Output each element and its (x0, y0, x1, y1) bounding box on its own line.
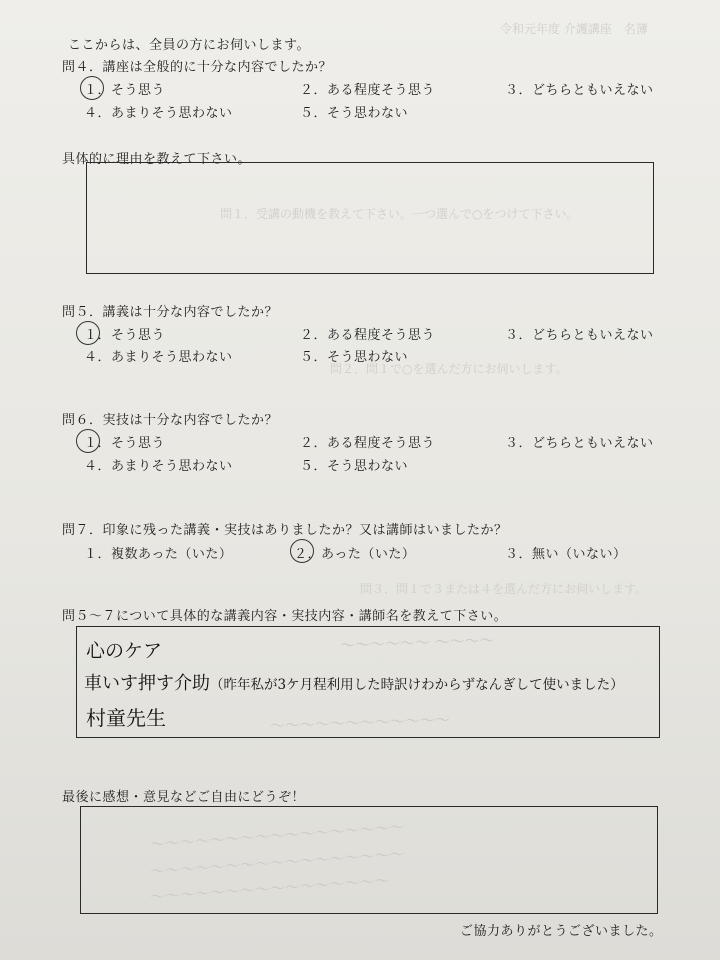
q6-option-4[interactable]: ４．あまりそう思わない (84, 459, 233, 474)
q7-option-2[interactable]: ２．あった（いた） (294, 547, 416, 562)
bleed-through-text-2: 問２．問１で○を選んだ方にお伺いします。 (330, 362, 568, 376)
thanks-text: ご協力ありがとうございました。 (460, 924, 663, 939)
bleed-through-handwriting-3: ～～～～～～～～～～～～～～～～～ (149, 818, 406, 854)
q5-question: 問５．講義は十分な内容でしたか？ (62, 305, 279, 320)
q6-option-3[interactable]: ３．どちらともいえない (505, 436, 654, 451)
q5-option-4[interactable]: ４．あまりそう思わない (84, 350, 233, 365)
q6-option-5[interactable]: ５．そう思わない (300, 459, 409, 474)
bleed-through-text-3: 問３．問１で３または４を選んだ方にお伺いします。 (360, 582, 648, 596)
q4-option-3[interactable]: ３．どちらともいえない (505, 83, 654, 98)
q6-option-2[interactable]: ２．ある程度そう思う (300, 436, 436, 451)
q7-question: 問７．印象に残った講義・実技はありましたか？又は講師はいましたか？ (62, 523, 508, 538)
q4-question: 問４．講座は全般的に十分な内容でしたか？ (62, 60, 333, 75)
q4-option-2[interactable]: ２．ある程度そう思う (300, 83, 436, 98)
detail-handwritten-line-1: 心のケア (86, 640, 163, 662)
q5-option-1[interactable]: １．そう思う (84, 328, 166, 343)
bleed-through-handwriting: ～～～～～～ ～～～～ (339, 631, 496, 655)
detail-handwritten-paren: （昨年私が3ケ月程利用した時訳けわからずなんぎして使いました） (210, 677, 624, 693)
detail-handwritten-main: 車いす押す介助 (84, 673, 210, 694)
q6-question: 問６．実技は十分な内容でしたか？ (62, 413, 279, 428)
bleed-through-header: 令和元年度 介護講座 名簿 (500, 22, 648, 36)
q6-option-1[interactable]: １．そう思う (84, 436, 166, 451)
q5-option-5[interactable]: ５．そう思わない (300, 350, 409, 365)
final-label: 最後に感想・意見などご自由にどうぞ！ (62, 790, 306, 805)
reason-label: 具体的に理由を教えて下さい。 (62, 152, 252, 167)
q7-option-3[interactable]: ３．無い（いない） (505, 547, 627, 562)
q7-option-1[interactable]: １．複数あった（いた） (84, 547, 233, 562)
reason-answer-box[interactable] (86, 162, 654, 274)
bleed-through-handwriting-4: ～～～～～～～～～～～～～～～～～ (149, 845, 406, 881)
q5-option-2[interactable]: ２．ある程度そう思う (300, 328, 436, 343)
bleed-through-text: 問１．受講の動機を教えて下さい。一つ選んで○をつけて下さい。 (220, 207, 579, 221)
detail-handwritten-line-2 (84, 669, 624, 695)
bleed-through-handwriting-2: ～～～～～～～～～～～～ (269, 710, 451, 736)
detail-label: 問５～７について具体的な講義内容・実技内容・講師名を教えて下さい。 (62, 609, 508, 624)
detail-handwritten-line-3: 村童先生 (86, 706, 166, 730)
q4-option-4[interactable]: ４．あまりそう思わない (84, 106, 233, 121)
intro-text: ここからは、全員の方にお伺いします。 (68, 38, 310, 53)
q4-option-1[interactable]: １．そう思う (84, 83, 166, 98)
bleed-through-handwriting-5: ～～～～～～～～～～～～～～～～ (149, 871, 391, 907)
q4-option-5[interactable]: ５．そう思わない (300, 106, 409, 121)
q5-option-3[interactable]: ３．どちらともいえない (505, 328, 654, 343)
